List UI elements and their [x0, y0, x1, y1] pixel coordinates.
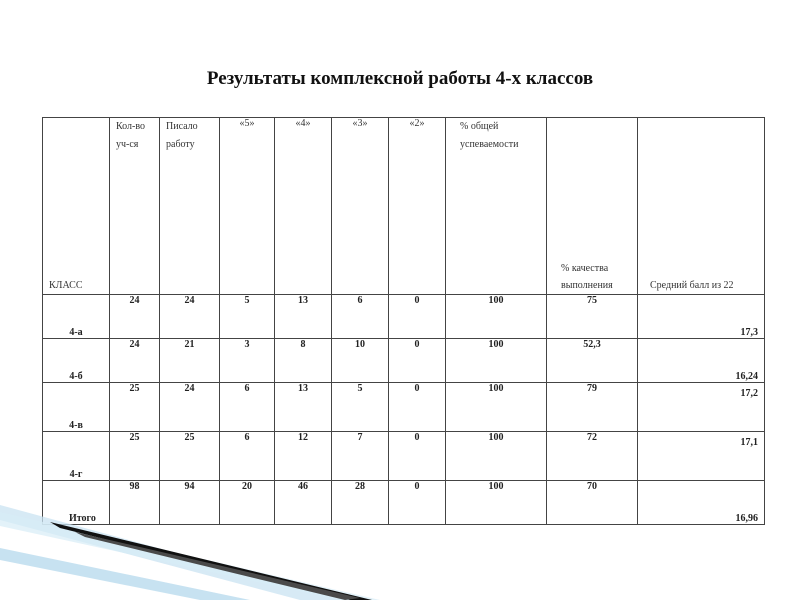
cell-grade-4: 13: [275, 383, 332, 432]
cell-grade-3: 28: [332, 481, 389, 525]
cell-uspevaemost: 100: [446, 339, 547, 383]
header-uspevaemost: % общей успеваемости: [446, 118, 547, 295]
cell-pisalo: 94: [160, 481, 220, 525]
cell-grade-4: 12: [275, 432, 332, 481]
cell-sredniy-ball: 16,96: [638, 481, 765, 525]
cell-grade-4: 13: [275, 295, 332, 339]
cell-kolvo: 25: [110, 383, 160, 432]
cell-klass: Итого: [43, 481, 110, 525]
cell-grade-4: 8: [275, 339, 332, 383]
header-kolvo: Кол-во уч-ся: [110, 118, 160, 295]
header-grade-3: «3»: [332, 118, 389, 295]
cell-uspevaemost: 100: [446, 295, 547, 339]
cell-uspevaemost: 100: [446, 481, 547, 525]
cell-sredniy-ball: 17,1: [638, 432, 765, 481]
slide-title: Результаты комплексной работы 4-х классов: [206, 68, 594, 89]
cell-kachestvo: 75: [547, 295, 638, 339]
cell-grade-4: 46: [275, 481, 332, 525]
header-kachestvo: % качества выполнения: [547, 118, 638, 295]
cell-pisalo: 24: [160, 383, 220, 432]
cell-grade-5: 6: [220, 432, 275, 481]
cell-uspevaemost: 100: [446, 432, 547, 481]
cell-kachestvo: 79: [547, 383, 638, 432]
cell-pisalo: 21: [160, 339, 220, 383]
cell-grade-5: 20: [220, 481, 275, 525]
cell-grade-3: 5: [332, 383, 389, 432]
cell-grade-2: 0: [389, 481, 446, 525]
cell-grade-3: 7: [332, 432, 389, 481]
header-grade-2: «2»: [389, 118, 446, 295]
cell-kolvo: 24: [110, 295, 160, 339]
cell-sredniy-ball: 16,24: [638, 339, 765, 383]
cell-klass: 4-в: [43, 383, 110, 432]
cell-kachestvo: 52,3: [547, 339, 638, 383]
header-grade-5: «5»: [220, 118, 275, 295]
cell-kolvo: 98: [110, 481, 160, 525]
cell-grade-2: 0: [389, 295, 446, 339]
header-grade-4: «4»: [275, 118, 332, 295]
cell-grade-2: 0: [389, 432, 446, 481]
cell-pisalo: 25: [160, 432, 220, 481]
header-klass: КЛАСС: [43, 118, 110, 295]
cell-klass: 4-г: [43, 432, 110, 481]
cell-grade-2: 0: [389, 383, 446, 432]
header-sredniy-ball: Средний балл из 22: [638, 118, 765, 295]
cell-kolvo: 24: [110, 339, 160, 383]
cell-pisalo: 24: [160, 295, 220, 339]
cell-klass: 4-б: [43, 339, 110, 383]
cell-klass: 4-а: [43, 295, 110, 339]
cell-grade-5: 6: [220, 383, 275, 432]
cell-grade-5: 5: [220, 295, 275, 339]
header-pisalo: Писало работу: [160, 118, 220, 295]
cell-uspevaemost: 100: [446, 383, 547, 432]
cell-kolvo: 25: [110, 432, 160, 481]
cell-grade-2: 0: [389, 339, 446, 383]
cell-sredniy-ball: 17,3: [638, 295, 765, 339]
cell-kachestvo: 72: [547, 432, 638, 481]
cell-grade-3: 10: [332, 339, 389, 383]
cell-grade-5: 3: [220, 339, 275, 383]
cell-grade-3: 6: [332, 295, 389, 339]
cell-kachestvo: 70: [547, 481, 638, 525]
cell-sredniy-ball: 17,2: [638, 383, 765, 432]
